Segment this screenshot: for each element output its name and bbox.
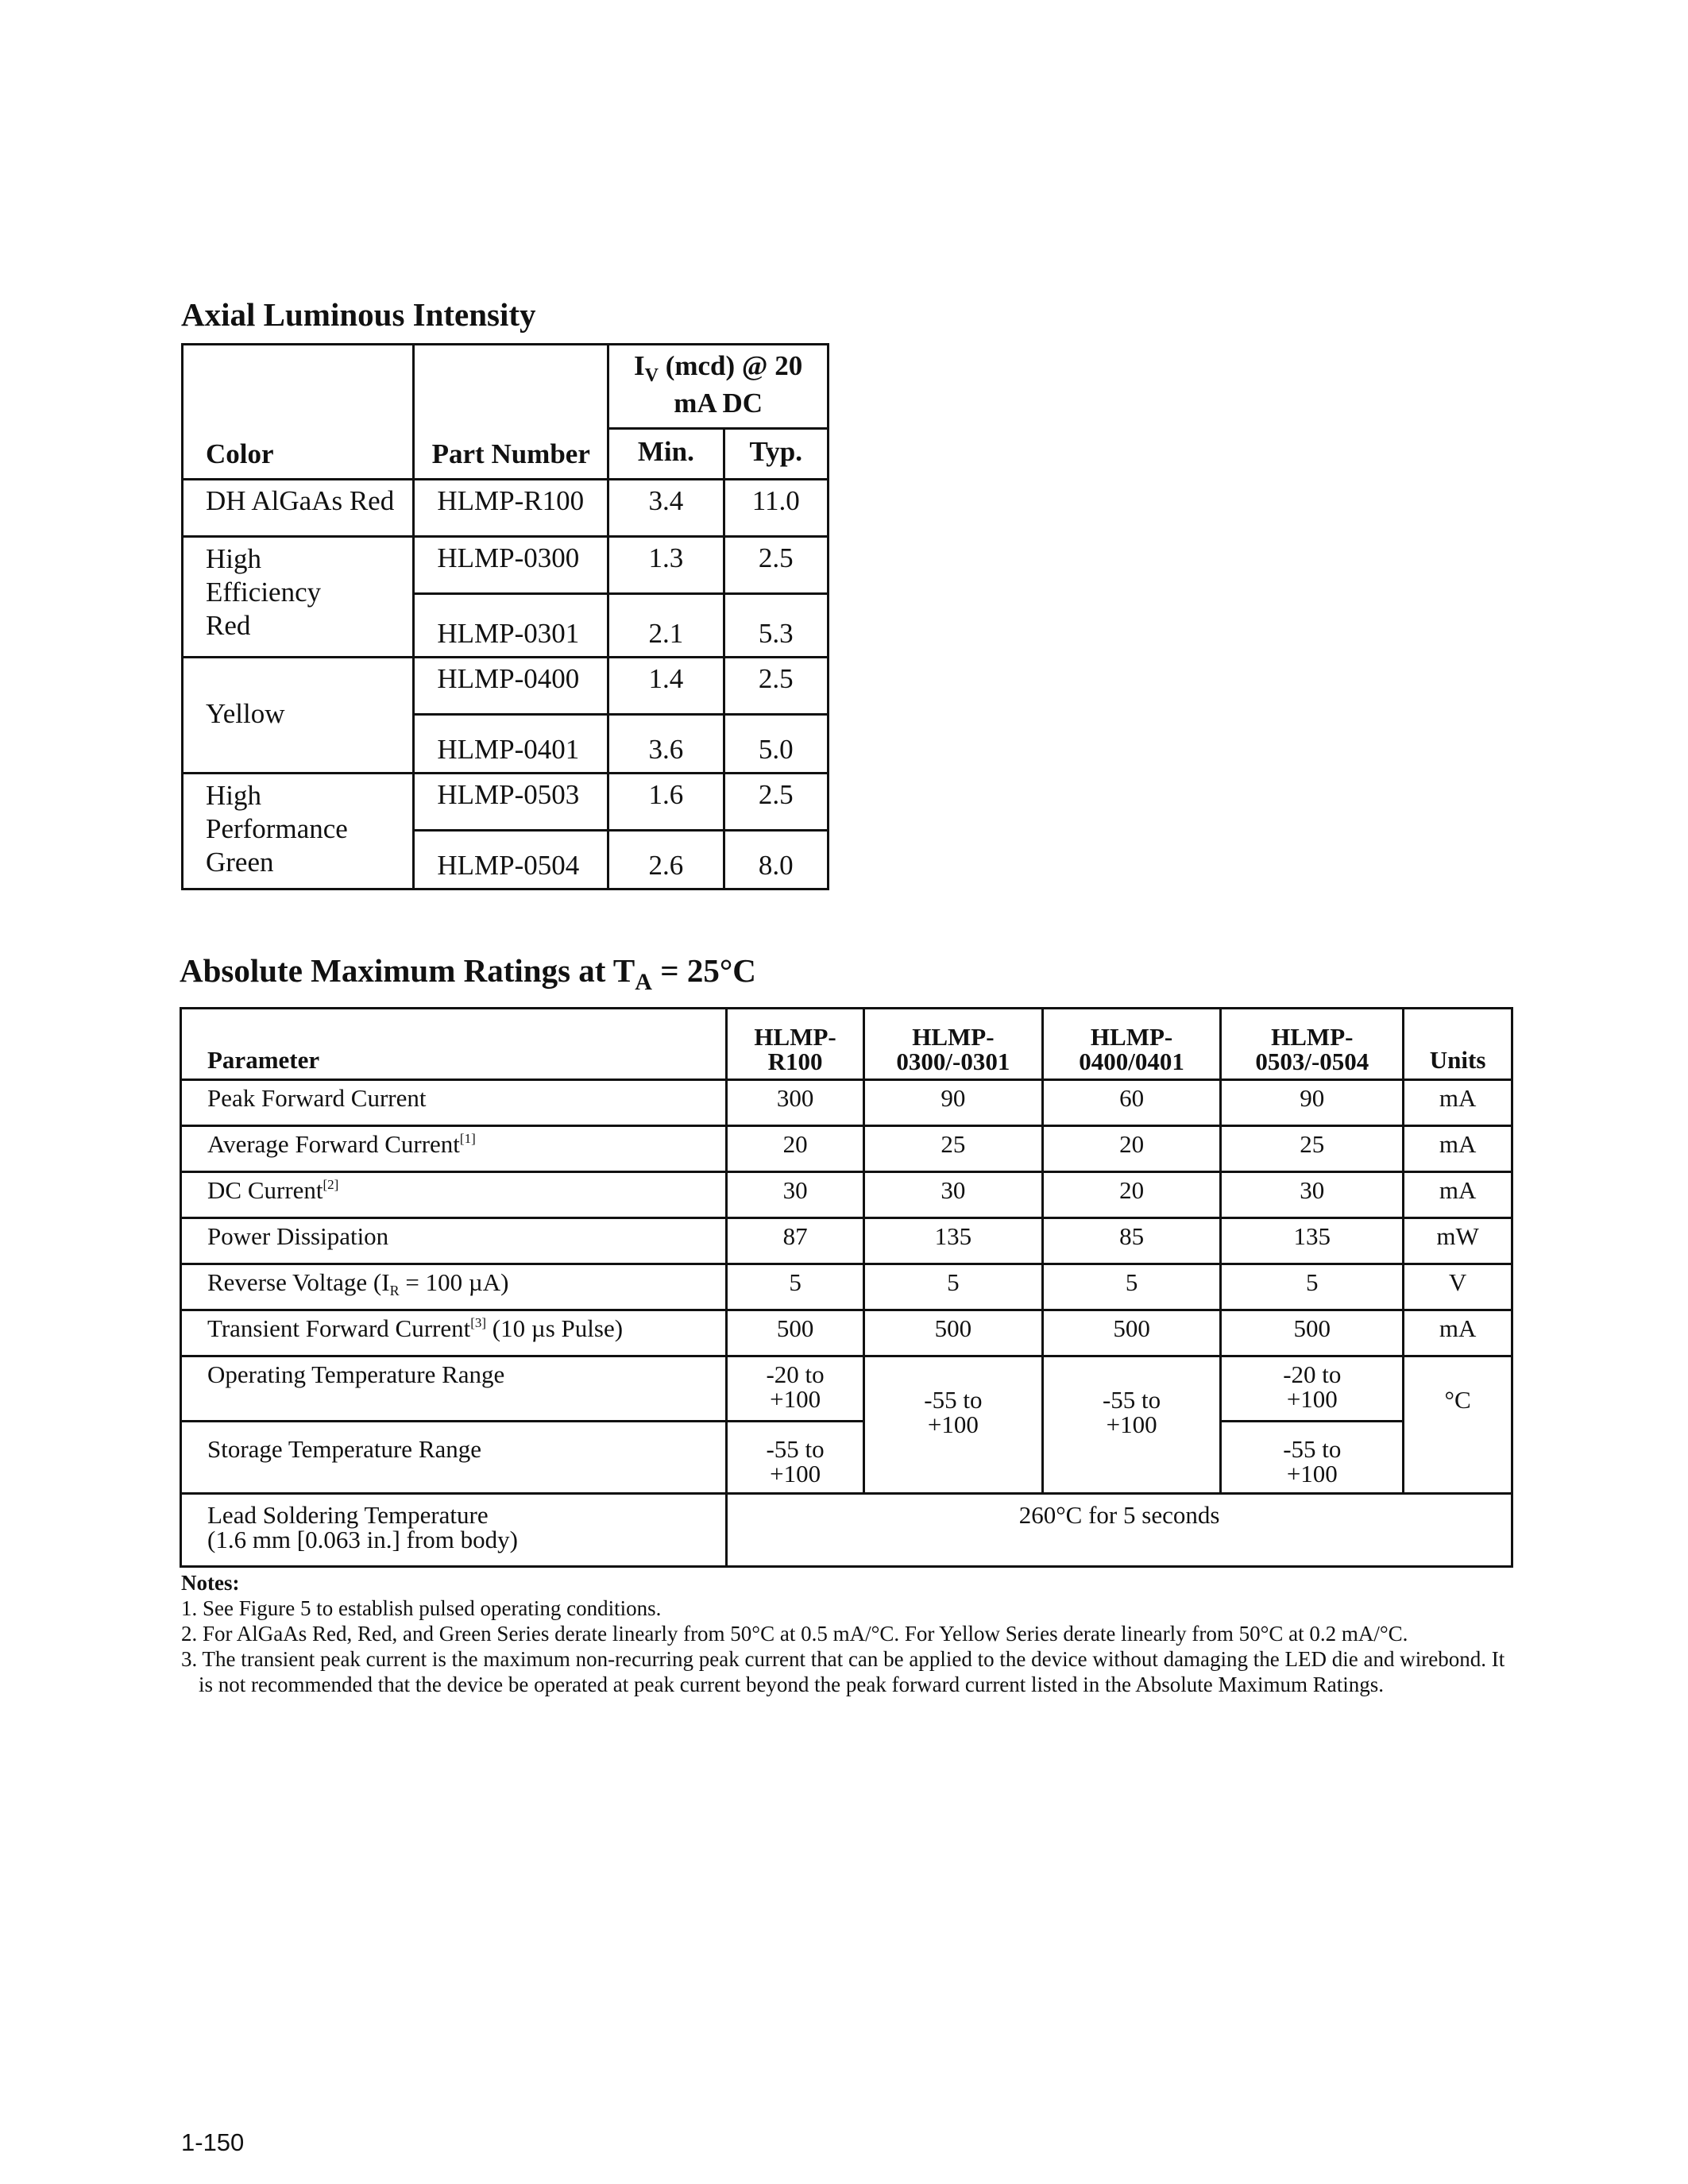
table-row <box>181 1422 1512 1494</box>
table-row <box>183 536 829 593</box>
min-cell: 3.4 <box>608 479 724 536</box>
value-cell: -55 to +100 <box>1221 1422 1404 1494</box>
unit-cell: mW <box>1404 1218 1512 1264</box>
notes-heading: Notes: <box>181 1571 240 1595</box>
typ-header: Typ. <box>724 428 828 479</box>
unit-cell: mA <box>1404 1172 1512 1218</box>
value-cell: -20 to +100 <box>727 1356 864 1422</box>
parameter-cell: Average Forward Current[1] <box>181 1126 727 1172</box>
color-cell: DH AlGaAs Red <box>183 479 414 536</box>
value-cell: -55 to +100 <box>863 1356 1042 1494</box>
table-row <box>181 1080 1512 1126</box>
parameter-header: Parameter <box>181 1009 727 1080</box>
part-cell: HLMP-0301 <box>414 593 608 657</box>
part-number-header: Part Number <box>414 345 608 480</box>
color-header: Color <box>183 345 414 480</box>
value-cell: 30 <box>727 1172 864 1218</box>
part-cell: HLMP-0504 <box>414 830 608 889</box>
hlmp-0300-header: HLMP- 0300/-0301 <box>863 1009 1042 1080</box>
color-cell: Yellow <box>183 657 414 773</box>
value-cell: 25 <box>863 1126 1042 1172</box>
value-cell: 500 <box>727 1310 864 1356</box>
table-row <box>181 1264 1512 1310</box>
value-cell: 500 <box>863 1310 1042 1356</box>
table-row <box>181 1310 1512 1356</box>
typ-cell: 2.5 <box>724 536 828 593</box>
table-row <box>183 657 829 714</box>
part-cell: HLMP-0300 <box>414 536 608 593</box>
value-cell: 500 <box>1042 1310 1221 1356</box>
value-cell: 20 <box>1042 1126 1221 1172</box>
color-cell: High Performance Green <box>183 773 414 889</box>
value-cell: 30 <box>1221 1172 1404 1218</box>
iv-header: $I_V$ (mcd) @ 20 mA DC <box>608 345 829 429</box>
typ-cell: 5.3 <box>724 593 828 657</box>
value-cell: 20 <box>1042 1172 1221 1218</box>
value-cell: 90 <box>1221 1080 1404 1126</box>
color-cell: High Efficiency Red <box>183 536 414 657</box>
min-cell: 2.1 <box>608 593 724 657</box>
parameter-cell: Peak Forward Current <box>181 1080 727 1126</box>
min-cell: 1.3 <box>608 536 724 593</box>
typ-cell: 2.5 <box>724 773 828 830</box>
luminous-title: Axial Luminous Intensity <box>181 296 536 333</box>
units-header: Units <box>1404 1009 1512 1080</box>
value-cell: -55 to +100 <box>727 1422 864 1494</box>
table-header-row <box>181 1009 1512 1080</box>
table-row <box>181 1494 1512 1567</box>
table-row <box>181 1356 1512 1422</box>
parameter-cell: Storage Temperature Range <box>181 1422 727 1494</box>
unit-cell: °C <box>1404 1356 1512 1494</box>
unit-cell: V <box>1404 1264 1512 1310</box>
value-cell: 87 <box>727 1218 864 1264</box>
parameter-cell: Lead Soldering Temperature (1.6 mm [0.063 in.] from body) <box>181 1494 727 1567</box>
table-header-row <box>183 345 829 429</box>
page-number: 1-150 <box>181 2128 245 2156</box>
luminous-intensity-table <box>181 343 829 890</box>
part-cell: HLMP-0400 <box>414 657 608 714</box>
table-row <box>181 1172 1512 1218</box>
min-cell: 2.6 <box>608 830 724 889</box>
table-row <box>181 1218 1512 1264</box>
parameter-cell: Operating Temperature Range <box>181 1356 727 1422</box>
unit-cell: mA <box>1404 1310 1512 1356</box>
value-cell: 5 <box>1221 1264 1404 1310</box>
r100-header: HLMP- R100 <box>727 1009 864 1080</box>
value-cell: 260°C for 5 seconds <box>727 1494 1512 1567</box>
part-cell: HLMP-R100 <box>414 479 608 536</box>
note-item: 2. For AlGaAs Red, Red, and Green Series derate linearly from 50°C at 0.5 mA/°C. For Yellow Series derate linearly from 50°C at 0.2 mA/°C. <box>181 1622 1408 1646</box>
part-cell: HLMP-0401 <box>414 714 608 773</box>
value-cell: -55 to +100 <box>1042 1356 1221 1494</box>
value-cell: 5 <box>863 1264 1042 1310</box>
unit-cell: mA <box>1404 1126 1512 1172</box>
min-cell: 3.6 <box>608 714 724 773</box>
hlmp-0503-header: HLMP- 0503/-0504 <box>1221 1009 1404 1080</box>
value-cell: 20 <box>727 1126 864 1172</box>
parameter-cell: Transient Forward Current[3] (10 µs Pulse) <box>181 1310 727 1356</box>
typ-cell: 8.0 <box>724 830 828 889</box>
table-row <box>183 773 829 830</box>
parameter-cell: Reverse Voltage ($I_R = 100$ µA) <box>181 1264 727 1310</box>
hlmp-0400-header: HLMP- 0400/0401 <box>1042 1009 1221 1080</box>
table-row <box>181 1126 1512 1172</box>
value-cell: 135 <box>1221 1218 1404 1264</box>
min-cell: 1.4 <box>608 657 724 714</box>
parameter-cell: Power Dissipation <box>181 1218 727 1264</box>
parameter-cell: DC Current[2] <box>181 1172 727 1218</box>
typ-cell: 11.0 <box>724 479 828 536</box>
value-cell: 30 <box>863 1172 1042 1218</box>
min-header: Min. <box>608 428 724 479</box>
note-item: 3. The transient peak current is the maximum non-recurring peak current that can be applied to the device without damaging the LED die and wirebond. It is not recommended that the device be operated at peak current beyond the peak forward current listed in the Absolute Maximum Ratings. <box>181 1647 1505 1696</box>
value-cell: 25 <box>1221 1126 1404 1172</box>
notes <box>181 1570 1516 1697</box>
value-cell: 85 <box>1042 1218 1221 1264</box>
min-cell: 1.6 <box>608 773 724 830</box>
value-cell: -20 to +100 <box>1221 1356 1404 1422</box>
value-cell: 300 <box>727 1080 864 1126</box>
note-item: 1. See Figure 5 to establish pulsed operating conditions. <box>181 1596 662 1620</box>
value-cell: 5 <box>727 1264 864 1310</box>
absolute-max-ratings-table <box>180 1007 1513 1568</box>
typ-cell: 2.5 <box>724 657 828 714</box>
ratings-title: Absolute Maximum Ratings at $T_A = 25^\circ C$ <box>180 952 756 995</box>
table-row <box>183 479 829 536</box>
value-cell: 90 <box>863 1080 1042 1126</box>
part-cell: HLMP-0503 <box>414 773 608 830</box>
value-cell: 5 <box>1042 1264 1221 1310</box>
typ-cell: 5.0 <box>724 714 828 773</box>
value-cell: 135 <box>863 1218 1042 1264</box>
value-cell: 500 <box>1221 1310 1404 1356</box>
unit-cell: mA <box>1404 1080 1512 1126</box>
value-cell: 60 <box>1042 1080 1221 1126</box>
